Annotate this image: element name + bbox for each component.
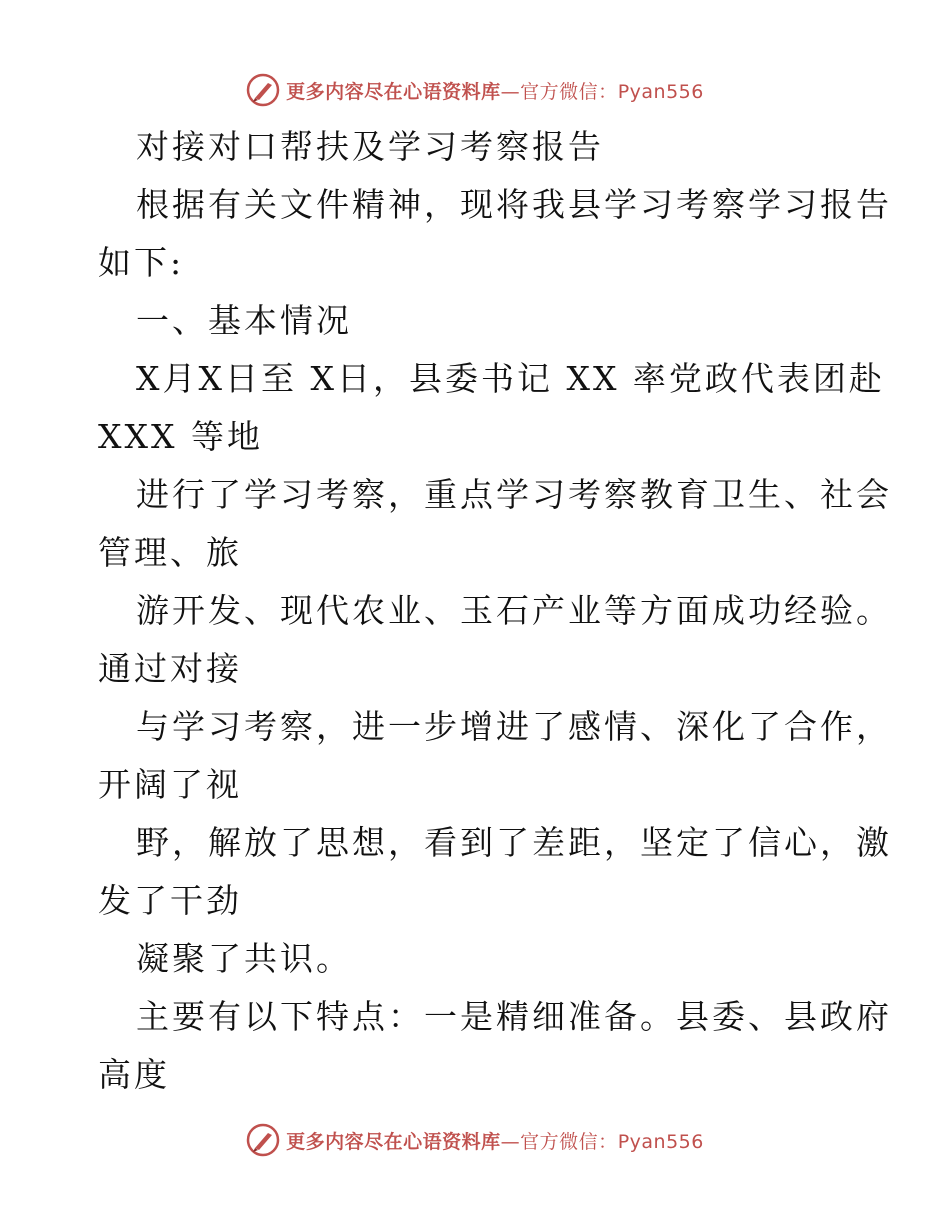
watermark-text	[286, 77, 704, 104]
text-line: 进行了学习考察，重点学习考察教育卫生、社会	[136, 475, 892, 514]
text-line: 发了干劲	[98, 881, 242, 920]
watermark-id: Pyan556	[617, 80, 704, 103]
quill-pen-logo-icon	[246, 1123, 280, 1157]
section-heading: 一、基本情况	[136, 301, 352, 340]
text-line: 主要有以下特点：一是精细准备。县委、县政府	[136, 997, 892, 1036]
watermark-sep: —官方微信：	[500, 1130, 618, 1153]
text-line: 凝聚了共识。	[136, 939, 352, 978]
text-line: XXX 等地	[98, 417, 263, 456]
watermark-id: Pyan556	[617, 1130, 704, 1153]
footer-watermark	[0, 1120, 950, 1160]
text-line: 开阔了视	[98, 765, 242, 804]
document-title: 对接对口帮扶及学习考察报告	[136, 127, 604, 166]
text-line: 野，解放了思想，看到了差距，坚定了信心，激	[136, 823, 892, 862]
text-line: 如下:	[98, 243, 185, 282]
watermark-sep: —官方微信：	[500, 80, 618, 103]
watermark-main: 更多内容尽在心语资料库	[286, 1130, 501, 1153]
text-line: 根据有关文件精神，现将我县学习考察学习报告	[136, 185, 892, 224]
watermark-text	[286, 1127, 704, 1154]
header-watermark	[0, 70, 950, 110]
document-body	[98, 118, 892, 1104]
quill-pen-logo-icon	[246, 73, 280, 107]
text-line: 通过对接	[98, 649, 242, 688]
text-line: X月X日至 X日，县委书记 XX 率党政代表团赴	[136, 359, 885, 398]
text-line: 与学习考察，进一步增进了感情、深化了合作，	[136, 707, 892, 746]
text-line: 高度	[98, 1055, 170, 1094]
watermark-main: 更多内容尽在心语资料库	[286, 80, 501, 103]
text-line: 管理、旅	[98, 533, 242, 572]
text-line: 游开发、现代农业、玉石产业等方面成功经验。	[136, 591, 892, 630]
